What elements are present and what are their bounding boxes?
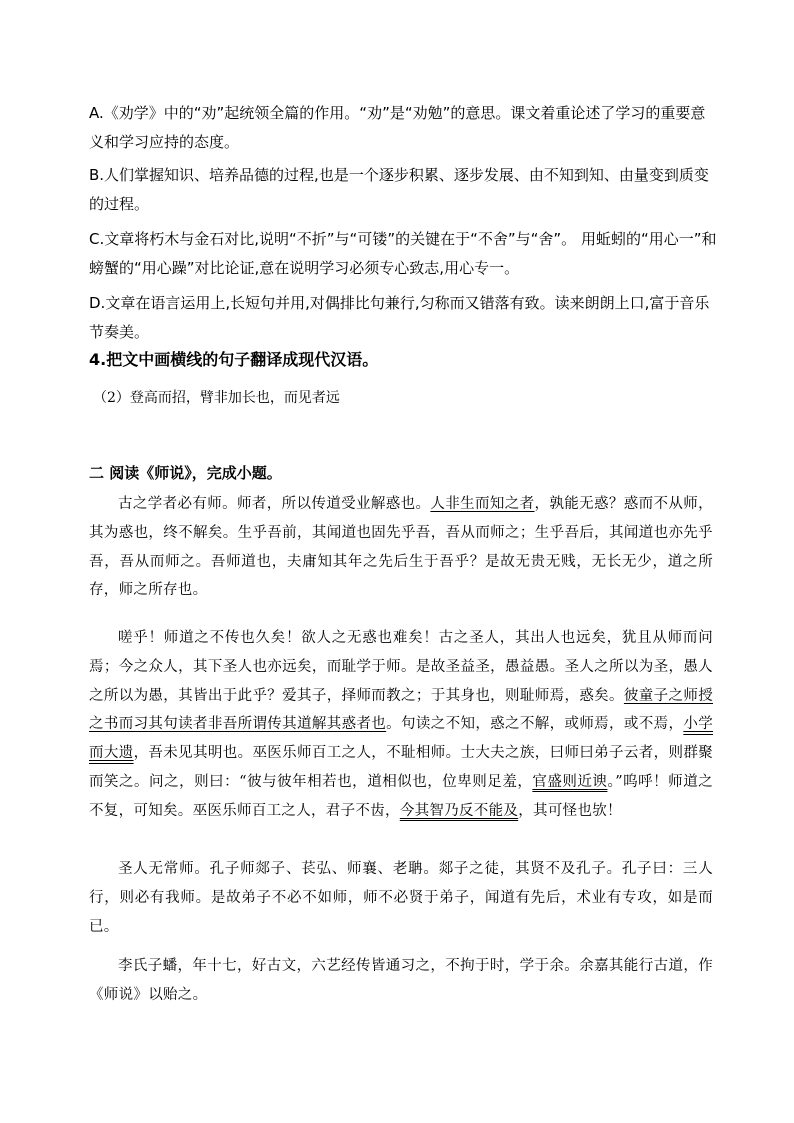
option-a: A.《劝学》中的“劝”起统领全篇的作用。“劝”是“劝勉”的意思。课文着重论述了学习的重要意义和学习应持的态度。 [89,104,706,151]
question-4-sentence: （2）登高而招，臂非加长也，而见者远 [93,390,340,406]
underlined-phrase: 官盛则近谀 [532,773,608,790]
option-d: D.文章在语言运用上,长短句并用,对偶排比句兼行,匀称而又错落有致。读来朗朗上口,富于音乐节奏美。 [89,294,710,341]
underlined-sentence: 人非生而知之者 [430,496,535,512]
underlined-phrase: 今其智乃反不能及 [399,802,519,819]
option-c: C.文章将朽木与金石对比,说明“不折”与“可镂”的关键在于“不舍”与“舍”。 用蚯蚓的“用心一”和螃蟹的“用心躁”对比论证,意在说明学习必须专心致志,用心专一。 [89,230,717,277]
section-2-heading: 二 阅读《师说》，完成小题。 [89,464,282,482]
passage-text: ，孰能无惑？惑而不从师，其为惑也，终不解矣。生乎吾前，其闻道也固先乎吾，吾从而师之；生乎吾后，其闻道也亦先乎吾，吾从而师之。吾师道也，夫庸知其年之先后生于吾乎？是故无贵无贱，无长无少，道之所存，师之所存也。 [89,496,713,599]
passage-text: ，其可怪也欤！ [518,802,622,819]
passage-paragraph-4: 李氏子蟠，年十七，好古文，六艺经传皆通习之，不拘于时，学于余。余嘉其能行古道，作《师说》以贻之。 [89,958,713,1003]
underlined-sentence: 彼童子之师授之书而习其句读者非吾所谓传其道解其惑者也 [89,687,713,733]
passage-paragraph-3: 圣人无常师。孔子师郯子、苌弘、师襄、老聃。郯子之徒，其贤不及孔子。孔子曰：三人行，则必有我师。是故弟子不必不如师，师不必贤于弟子，闻道有先后，术业有专攻，如是而已。 [89,861,713,935]
passage-text: ，吾未见其明也。巫医乐师百工之人，不耻相师。士大夫之族，曰师曰弟子云者，则群聚而笑之。问之，则曰：“彼与彼年相若也，道相似也，位卑则足羞， [89,745,713,790]
option-b: B.人们掌握知识、培养品德的过程,也是一个逐步积累、逐步发展、由不知到知、由量变到质变的过程。 [89,166,709,213]
passage-text: 古之学者必有师。师者，所以传道受业解惑也。 [118,496,431,512]
passage-text: 。句读之不知，惑之不解，或师焉，或不焉， [386,716,684,733]
passage-text: 嗟乎！师道之不传也久矣！欲人之无惑也难矣！古之圣人，其出人也远矣，犹且从师而问焉；今之众人，其下圣人也亦远矣，而耻学于师。是故圣益圣，愚益愚。圣人之所以为圣，愚人之所以为愚，其皆出于此乎？爱其子，择师而教之；于其身也，则耻师焉，惑矣。 [89,630,713,704]
passage-text: 。”呜呼！师道之不复，可知矣。巫医乐师百工之人，君子不齿， [89,773,714,819]
passage-paragraph-2 [89,624,713,826]
question-4-title: 4.把文中画横线的句子翻译成现代汉语。 [89,350,379,369]
passage-paragraph-1 [89,490,713,605]
underlined-phrase: 小学而大遗 [89,716,714,762]
